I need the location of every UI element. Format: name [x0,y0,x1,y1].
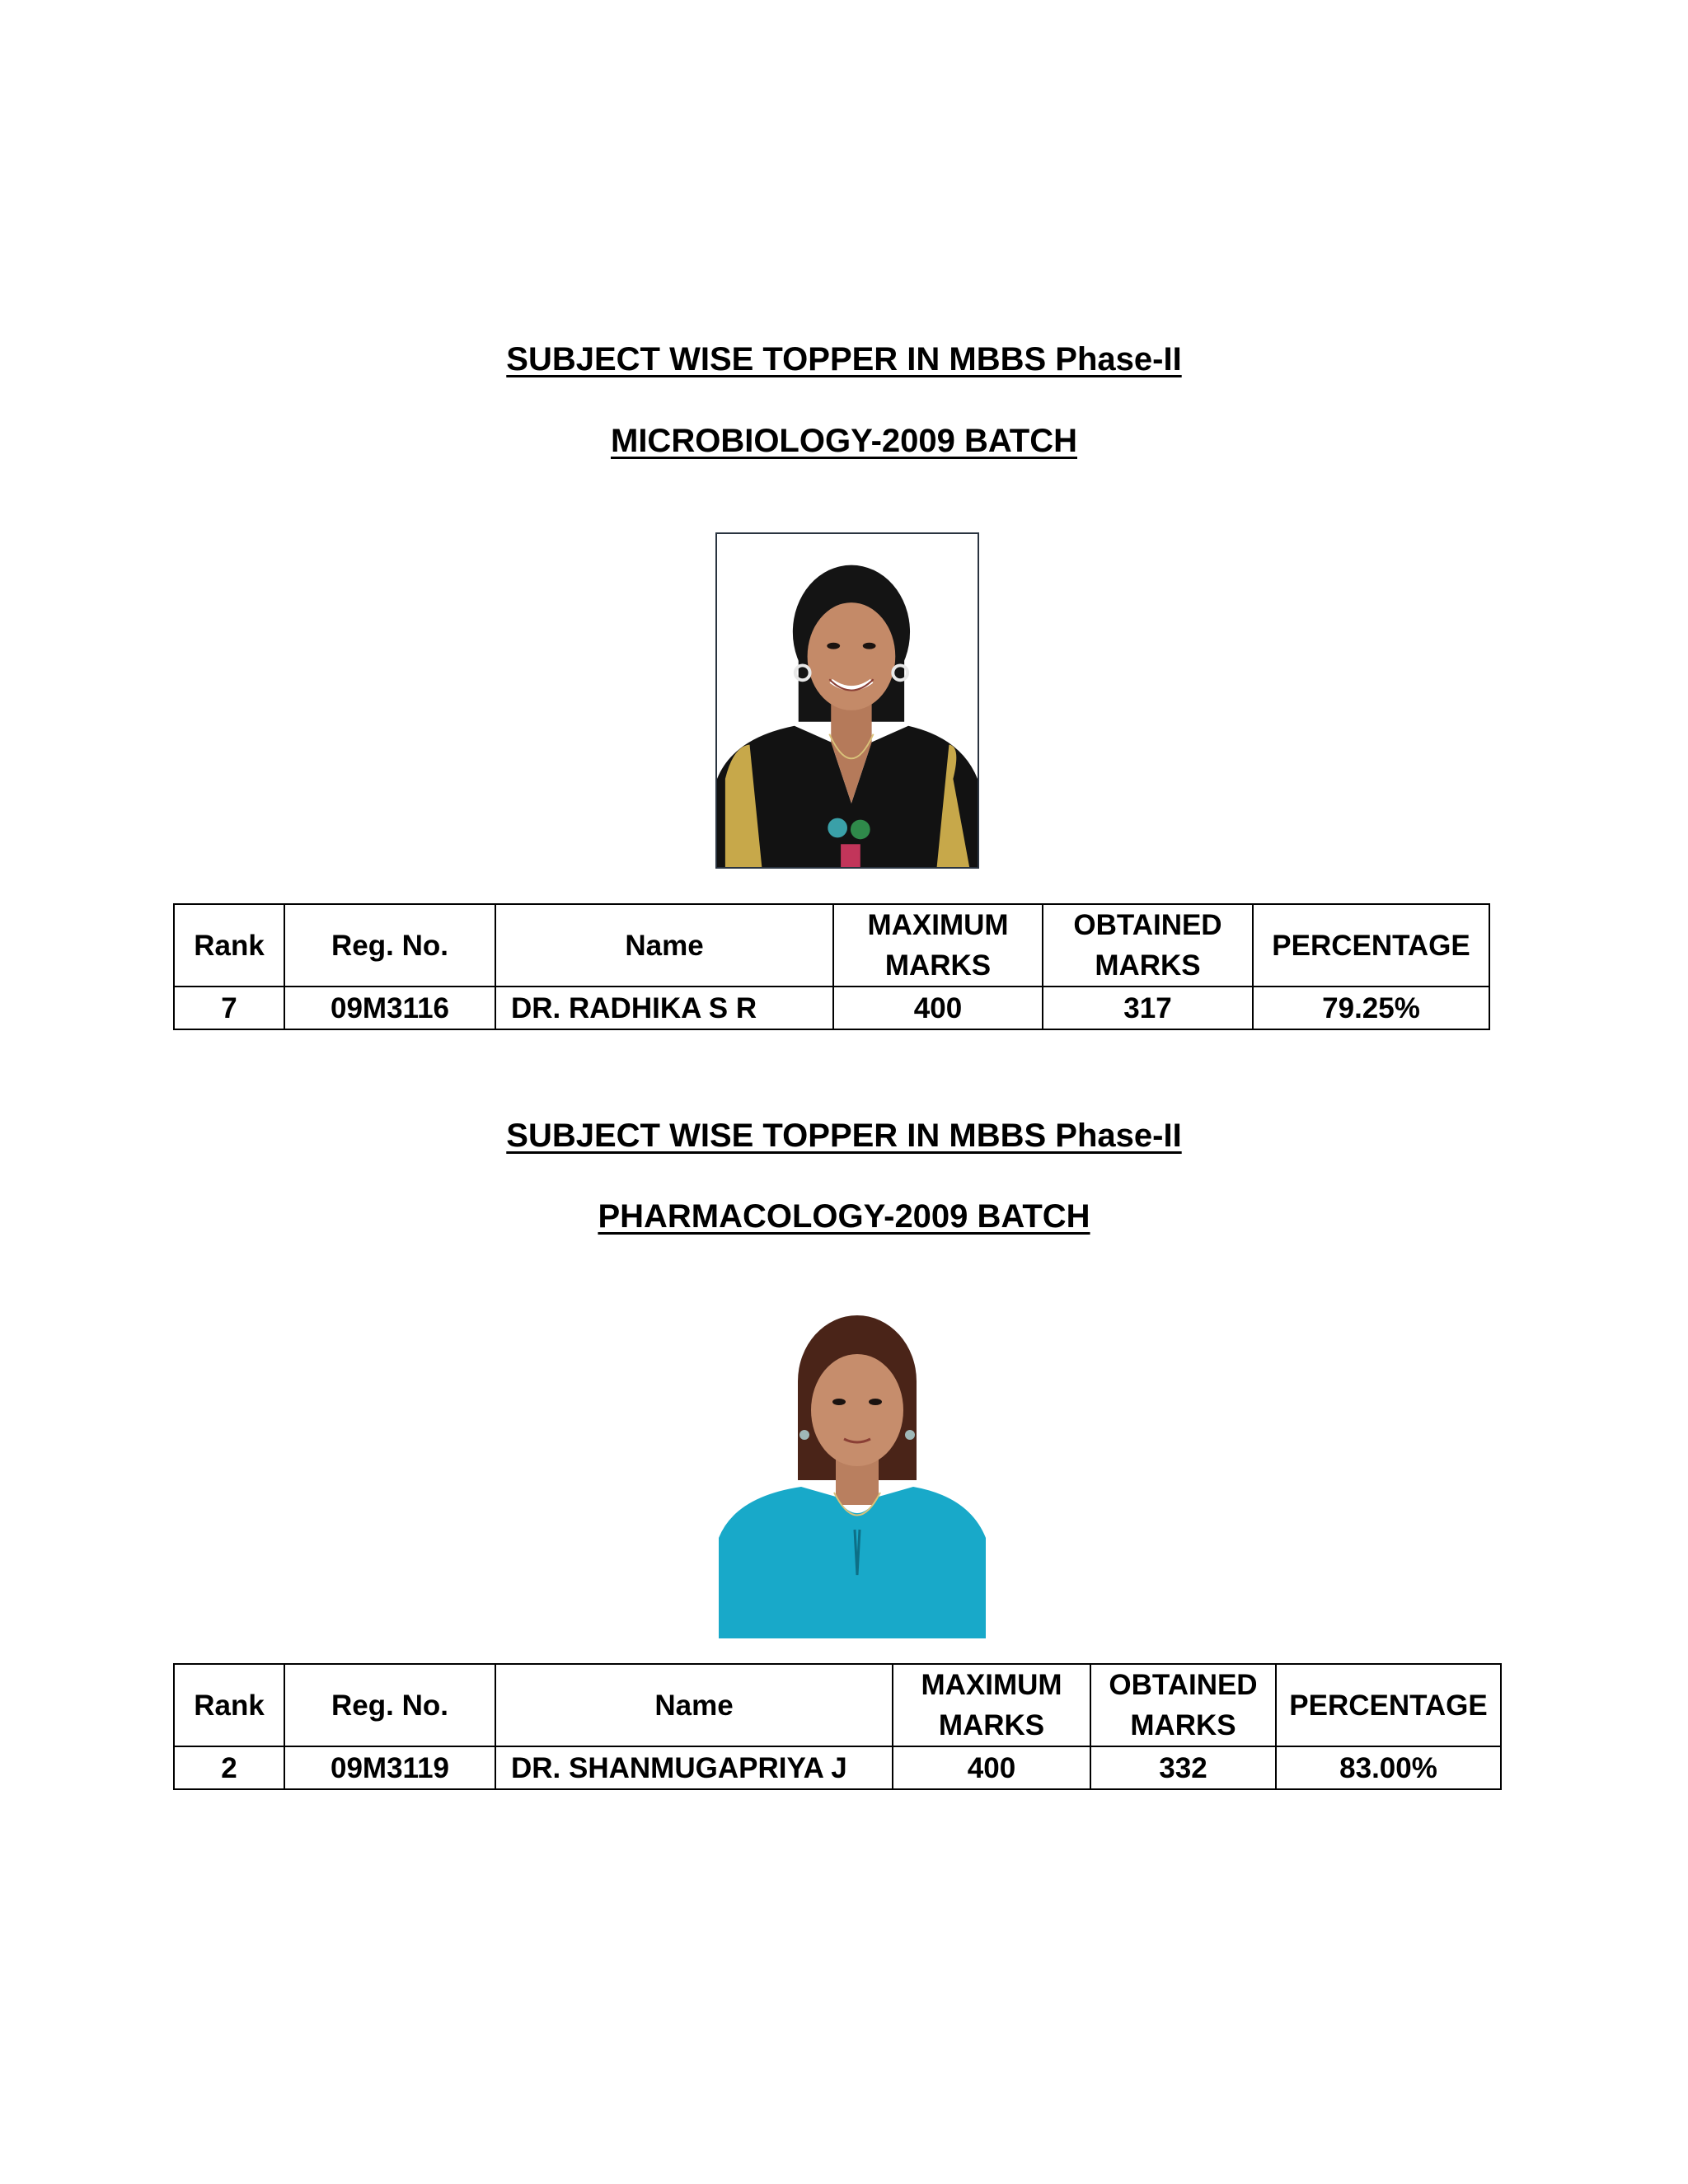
student-portrait-icon [719,1291,986,1638]
column-header-reg-no: Reg. No. [284,1664,495,1746]
column-header-rank: Rank [174,1664,284,1746]
table-header-row [174,1664,1501,1746]
column-header-percentage: PERCENTAGE [1276,1664,1501,1746]
section-2-subject: PHARMACOLOGY-2009 BATCH [598,1198,1090,1235]
table-header-row [174,904,1489,987]
section-2-heading: SUBJECT WISE TOPPER IN MBBS Phase-II [506,1118,1182,1154]
column-header-maximum-marks: MAXIMUM MARKS [893,1664,1090,1746]
obtained-marks-cell: 317 [1043,987,1253,1029]
student-photo-2 [719,1291,986,1638]
student-portrait-icon [717,534,978,867]
name-cell: DR. SHANMUGAPRIYA J [495,1746,893,1789]
topper-table-1 [173,903,1490,1030]
table-row [174,1746,1501,1789]
percentage-cell: 79.25% [1253,987,1489,1029]
obtained-marks-cell: 332 [1090,1746,1276,1789]
reg-no-cell: 09M3119 [284,1746,495,1789]
table-row [174,987,1489,1029]
rank-cell: 7 [174,987,284,1029]
topper-table-2 [173,1663,1502,1790]
section-1-heading: SUBJECT WISE TOPPER IN MBBS Phase-II [506,341,1182,377]
section-1-subject: MICROBIOLOGY-2009 BATCH [611,423,1077,459]
column-header-name: Name [495,1664,893,1746]
percentage-cell: 83.00% [1276,1746,1501,1789]
max-marks-cell: 400 [893,1746,1090,1789]
reg-no-cell: 09M3116 [284,987,495,1029]
column-header-obtained-marks: OBTAINED MARKS [1043,904,1253,987]
column-header-maximum-marks: MAXIMUM MARKS [833,904,1043,987]
column-header-rank: Rank [174,904,284,987]
max-marks-cell: 400 [833,987,1043,1029]
column-header-reg-no: Reg. No. [284,904,495,987]
student-photo-1 [715,532,979,869]
column-header-obtained-marks: OBTAINED MARKS [1090,1664,1276,1746]
column-header-name: Name [495,904,833,987]
column-header-percentage: PERCENTAGE [1253,904,1489,987]
name-cell: DR. RADHIKA S R [495,987,833,1029]
rank-cell: 2 [174,1746,284,1789]
